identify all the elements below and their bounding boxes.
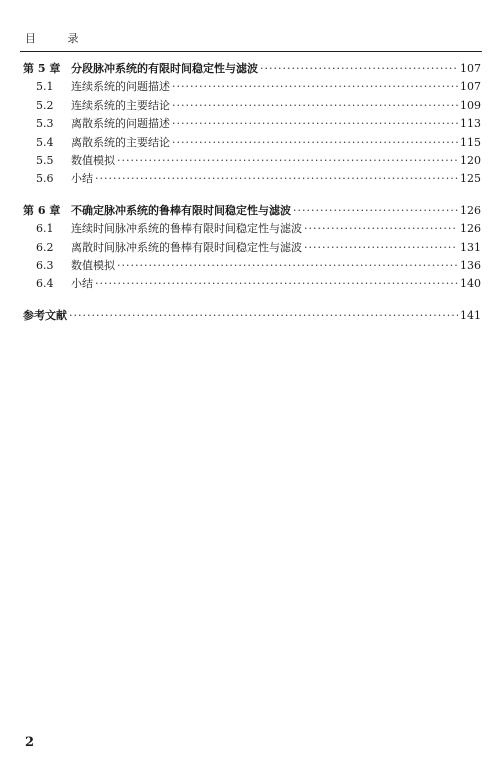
section-number: 6.1 [36,222,54,236]
chapter-title: 分段脉冲系统的有限时间稳定性与滤波 [71,62,258,75]
running-header: 目 录 [25,32,93,45]
toc-section-entry[interactable] [23,239,481,257]
chapter-number: 第 5 章 [23,62,61,75]
section-number: 5.4 [36,135,54,149]
section-number: 6.4 [36,277,54,291]
chapter-number: 第 6 章 [23,203,61,217]
section-number: 5.3 [36,117,54,131]
dot-leader [69,307,458,325]
toc-section-entry[interactable] [23,78,481,96]
toc-section-entry[interactable] [23,257,481,275]
section-title: 数值模拟 [71,258,115,272]
dot-leader [172,78,458,96]
section-number: 5.5 [36,153,54,167]
dot-leader [293,202,458,220]
page-number: 120 [460,153,481,167]
toc-chapter-6 [23,202,481,294]
section-title: 连续系统的主要结论 [71,98,170,112]
section-number: 6.3 [36,258,54,272]
page-number: 140 [460,277,481,291]
section-title: 小结 [71,172,93,186]
section-title: 离散时间脉冲系统的鲁棒有限时间稳定性与滤波 [71,240,302,254]
dot-leader [304,220,458,238]
toc-section-entry[interactable] [23,275,481,293]
page-number: 136 [460,258,481,272]
section-number: 5.6 [36,172,54,186]
toc-section-entry[interactable] [23,220,481,238]
section-number: 5.2 [36,98,54,112]
toc-section-entry[interactable] [23,97,481,115]
page-number: 107 [460,62,481,75]
page-number: 126 [460,203,481,217]
toc-section-entry[interactable] [23,134,481,152]
page-number: 107 [460,80,481,94]
toc-chapter-entry[interactable] [23,60,481,78]
dot-leader [172,97,458,115]
dot-leader [260,60,458,78]
dot-leader [304,239,458,257]
section-title: 连续系统的问题描述 [71,80,170,94]
dot-leader [117,152,458,170]
section-title: 小结 [71,277,93,291]
toc-section-entry[interactable] [23,152,481,170]
section-title: 数值模拟 [71,153,115,167]
toc-bibliography [23,307,481,325]
page-number: 113 [460,117,481,131]
folio-page-number: 2 [25,735,35,750]
toc-section-entry[interactable] [23,170,481,188]
toc-section-entry[interactable] [23,115,481,133]
section-number: 5.1 [36,80,54,94]
section-number: 6.2 [36,240,54,254]
page-number: 125 [460,172,481,186]
header-rule [20,51,482,52]
toc-chapter-entry[interactable] [23,202,481,220]
section-title: 连续时间脉冲系统的鲁棒有限时间稳定性与滤波 [71,222,302,236]
bibliography-title: 参考文献 [23,308,67,322]
page-number: 126 [460,222,481,236]
dot-leader [95,170,458,188]
page-number: 115 [460,135,481,149]
dot-leader [117,257,458,275]
page-number: 131 [460,240,481,254]
page-number: 109 [460,98,481,112]
section-title: 离散系统的主要结论 [71,135,170,149]
dot-leader [172,134,458,152]
toc-bibliography-entry[interactable] [23,307,481,325]
table-of-contents [23,60,481,325]
dot-leader [172,115,458,133]
page-number: 141 [460,308,481,322]
section-title: 离散系统的问题描述 [71,117,170,131]
toc-chapter-5 [23,60,481,189]
dot-leader [95,275,458,293]
chapter-title: 不确定脉冲系统的鲁棒有限时间稳定性与滤波 [71,203,291,217]
